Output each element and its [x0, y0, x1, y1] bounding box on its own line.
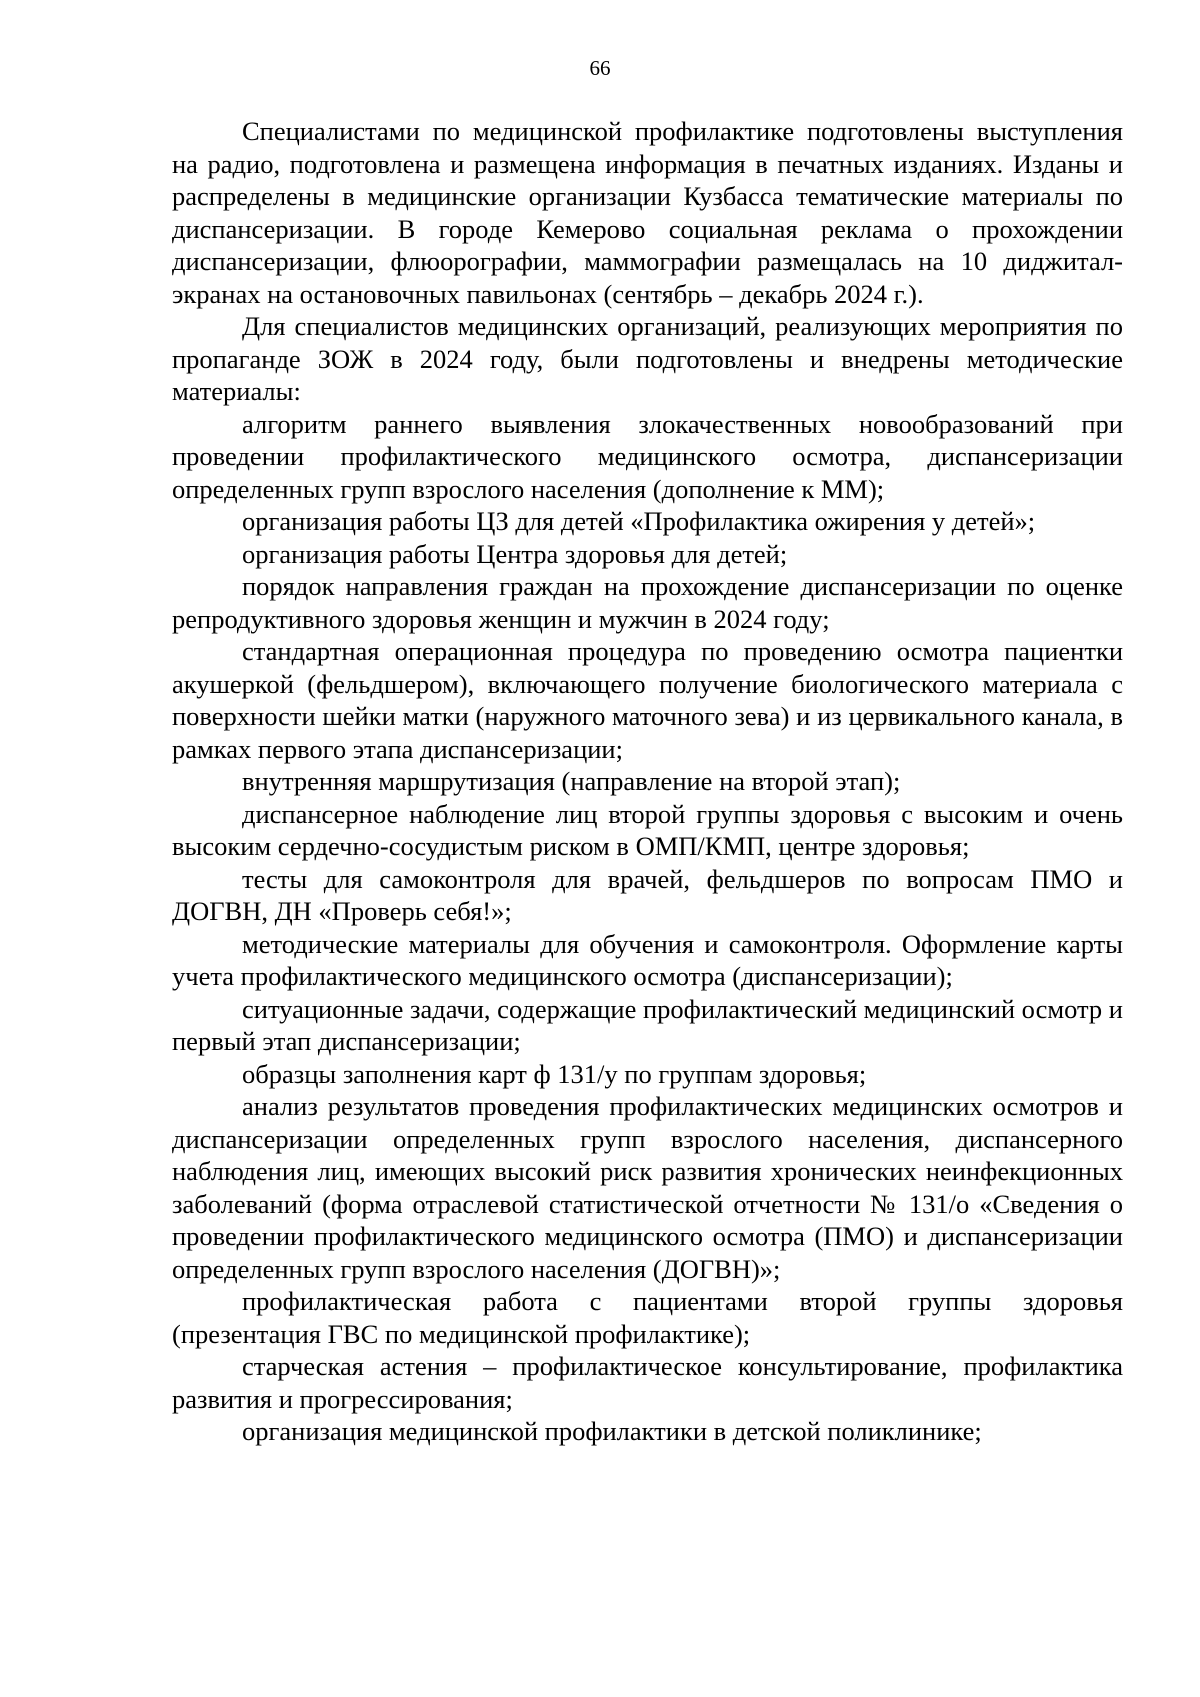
list-item: старческая астения – профилактическое консультирование, профилактика развития и прогрессирования; [172, 1351, 1123, 1414]
list-item: организация работы ЦЗ для детей «Профилактика ожирения у детей»; [242, 506, 1036, 536]
list-item: ситуационные задачи, содержащие профилактический медицинский осмотр и первый этап диспансеризации; [172, 993, 1123, 1056]
page-number: 66 [589, 56, 611, 80]
list-item: организация работы Центра здоровья для детей; [242, 538, 788, 569]
list-item: порядок направления граждан на прохождение диспансеризации по оценке репродуктивного здоровья женщин и мужчин в 2024 году; [172, 571, 1123, 634]
list-item: образцы заполнения карт ф 131/у по группам здоровья; [242, 1058, 867, 1089]
list-item: организация медицинской профилактики в детской поликлинике; [242, 1416, 982, 1446]
paragraph-intro: Специалистами по медицинской профилактике подготовлены выступления на радио, подготовлена и размещена информация в печатных изданиях. Изданы и распределены в медицинские организации Кузбасса тематические материалы по диспансеризации. В городе Кемерово социальная реклама о прохождении диспансеризации, флюорографии, маммографии размещалась на 10 диджитал-экранах на остановочных павильонах (сентябрь – декабрь 2024 г.). [172, 116, 1123, 309]
document-body [172, 115, 1123, 1448]
paragraph-materials-lead: Для специалистов медицинских организаций, реализующих мероприятия по пропаганде ЗОЖ в 2024 году, были подготовлены и внедрены методические материалы: [172, 311, 1123, 406]
list-item: методические материалы для обучения и самоконтроля. Оформление карты учета профилактического медицинского осмотра (диспансеризации); [172, 928, 1123, 991]
list-item: внутренняя маршрутизация (направление на второй этап); [242, 766, 901, 796]
list-item: алгоритм раннего выявления злокачественных новообразований при проведении профилактического медицинского осмотра, диспансеризации определенных групп взрослого населения (дополнение к ММ); [172, 408, 1123, 504]
list-item: анализ результатов проведения профилактических медицинских осмотров и диспансеризации определенных групп взрослого населения, диспансерного наблюдения лиц, имеющих высокий риск развития хронических неинфекционных заболеваний (форма отраслевой статистической отчетности № 131/о «Сведения о проведении профилактического медицинского осмотра (ПМО) и диспансеризации определенных групп взрослого населения (ДОГВН)»; [172, 1091, 1123, 1284]
list-item: профилактическая работа с пациентами второй группы здоровья (презентация ГВС по медицинской профилактике); [172, 1286, 1123, 1349]
list-item: тесты для самоконтроля для врачей, фельдшеров по вопросам ПМО и ДОГВН, ДН «Проверь себя!»; [172, 863, 1123, 926]
list-item: диспансерное наблюдение лиц второй группы здоровья с высоким и очень высоким сердечно-сосудистым риском в ОМП/КМП, центре здоровья; [172, 798, 1123, 861]
list-item: стандартная операционная процедура по проведению осмотра пациентки акушеркой (фельдшером), включающего получение биологического материала с поверхности шейки матки (наружного маточного зева) и из цервикального канала, в рамках первого этапа диспансеризации; [172, 636, 1123, 764]
